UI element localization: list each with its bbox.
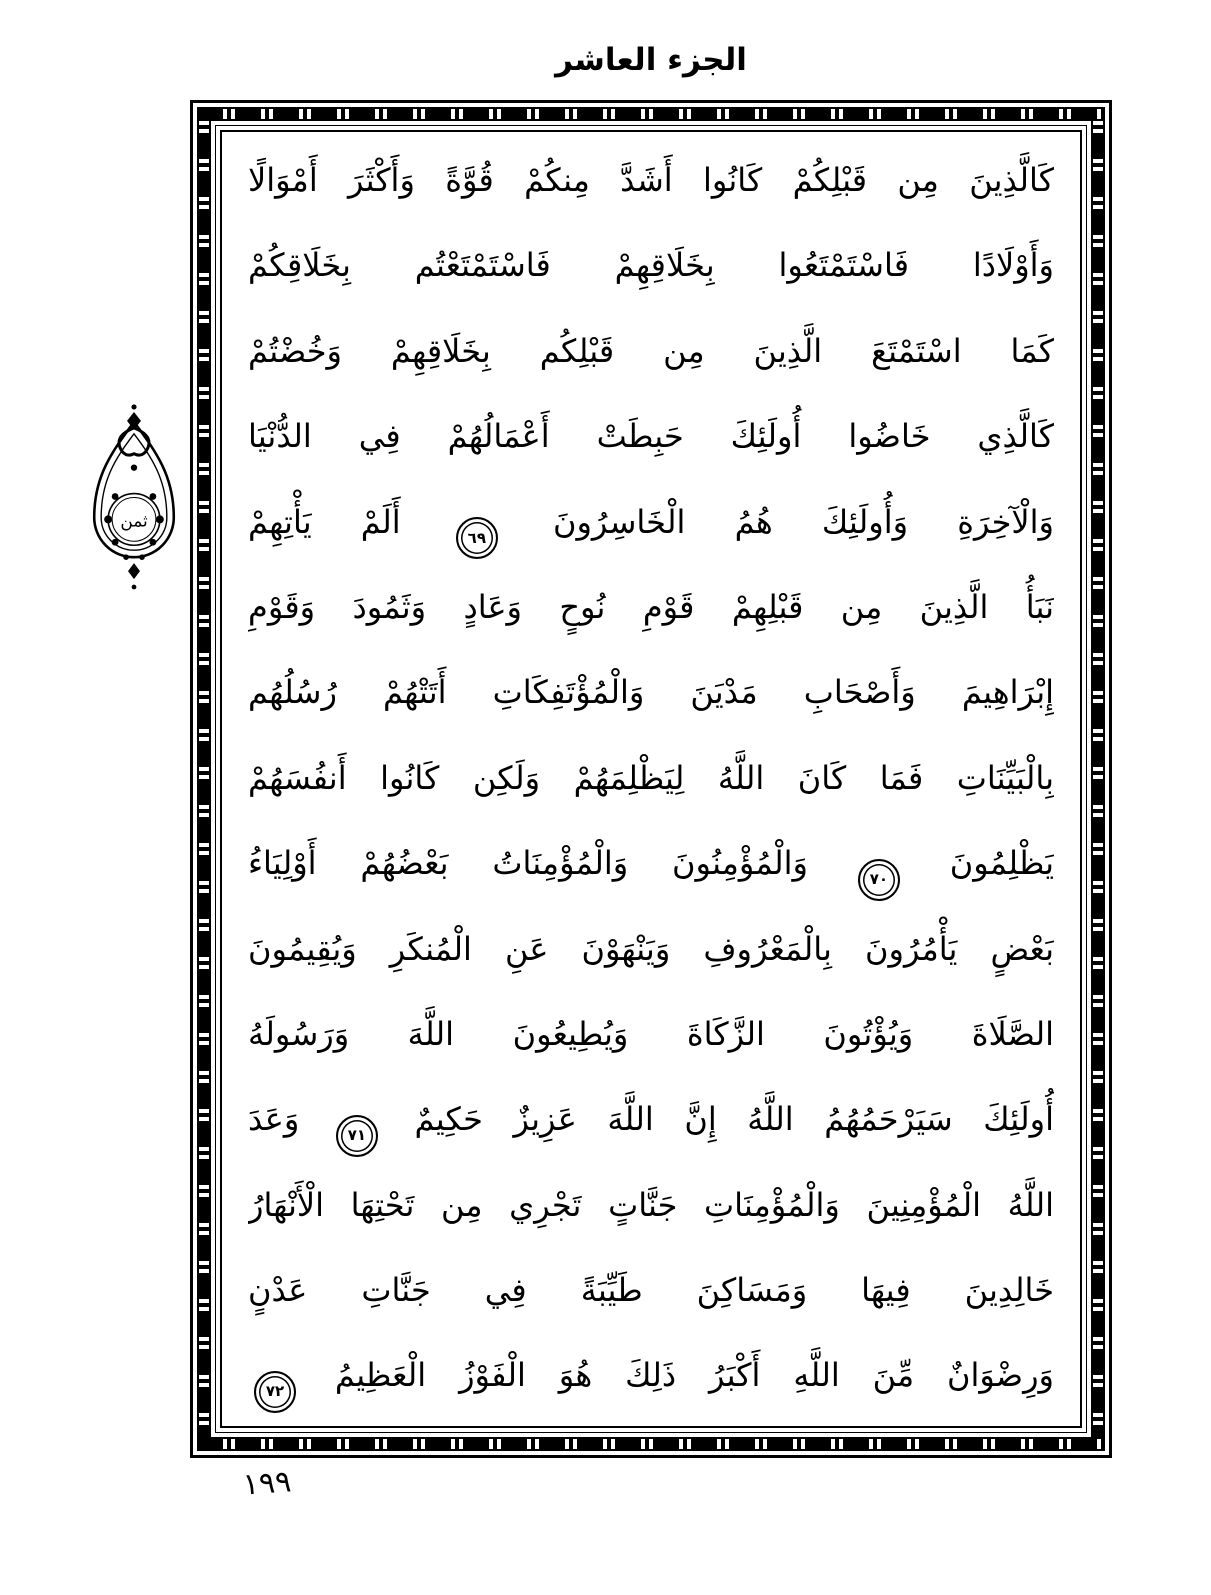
quran-line: [248, 138, 1054, 223]
quran-line: [248, 480, 1054, 565]
ornament-label: ثمن: [120, 510, 148, 531]
ayah-text: يَظْلِمُونَ: [949, 844, 1054, 883]
ayah-text: وَعَدَ: [248, 1100, 300, 1139]
ayah-text: وَالْآخِرَةِ وَأُولَئِكَ هُمُ الْخَاسِرُونَ: [552, 502, 1054, 541]
ayah-text: أَلَمْ يَأْتِهِمْ: [248, 502, 401, 541]
quran-line: [248, 821, 1054, 906]
frame-border-left: [197, 107, 211, 1451]
ayah-number-marker: ٧٢: [254, 1371, 296, 1413]
ayah-number-marker: ٧٠: [858, 859, 900, 901]
quran-line: [248, 223, 1054, 308]
inner-rule-frame: [215, 125, 1087, 1433]
ayah-text: كَمَا اسْتَمْتَعَ الَّذِينَ مِن قَبْلِكُم بِخَلَاقِهِمْ وَخُضْتُمْ: [248, 331, 1054, 370]
ayah-text: وَرِضْوَانٌ مِّنَ اللَّهِ أَكْبَرُ ذَلِكَ هُوَ الْفَوْزُ الْعَظِيمُ: [334, 1356, 1054, 1395]
ayah-text: بِالْبَيِّنَاتِ فَمَا كَانَ اللَّهُ لِيَظْلِمَهُمْ وَلَكِن كَانُوا أَنفُسَهُمْ: [248, 758, 1054, 797]
page-number: ١٩٩: [241, 1464, 293, 1503]
ayah-text: كَالَّذِينَ مِن قَبْلِكُمْ كَانُوا أَشَدَّ مِنكُمْ قُوَّةً وَأَكْثَرَ أَمْوَالًا: [248, 161, 1054, 199]
frame-border-right: [1091, 107, 1105, 1451]
frame-border-bottom: [197, 1437, 1105, 1451]
ayah-text: خَالِدِينَ فِيهَا وَمَسَاكِنَ طَيِّبَةً فِي جَنَّاتِ عَدْنٍ: [248, 1271, 1054, 1310]
quran-line: [248, 565, 1054, 650]
juz-title: الجزء العاشر: [555, 42, 747, 78]
medallion-drawing: [84, 402, 184, 596]
frame-border-top: [197, 107, 1105, 121]
quran-text-block: [248, 138, 1054, 1420]
text-area-frame: [220, 130, 1082, 1428]
ayah-text: الصَّلَاةَ وَيُؤْتُونَ الزَّكَاةَ وَيُطِيعُونَ اللَّهَ وَرَسُولَهُ: [248, 1014, 1054, 1053]
quran-line: [248, 992, 1054, 1077]
quran-line: [248, 1333, 1054, 1418]
ayah-text: نَبَأُ الَّذِينَ مِن قَبْلِهِمْ قَوْمِ نُوحٍ وَعَادٍ وَثَمُودَ وَقَوْمِ: [248, 587, 1054, 626]
quran-line: [248, 1077, 1054, 1162]
ayah-text: وَأَوْلَادًا فَاسْتَمْتَعُوا بِخَلَاقِهِمْ فَاسْتَمْتَعْتُم بِخَلَاقِكُمْ: [248, 246, 1054, 285]
quran-line: [248, 1163, 1054, 1248]
quran-line: [248, 907, 1054, 992]
ayah-text: أُولَئِكَ سَيَرْحَمُهُمُ اللَّهُ إِنَّ اللَّهَ عَزِيزٌ حَكِيمٌ: [414, 1100, 1054, 1139]
ayah-text: كَالَّذِي خَاضُوا أُولَئِكَ حَبِطَتْ أَعْمَالُهُمْ فِي الدُّنْيَا: [248, 417, 1054, 456]
chain-border: [197, 107, 1105, 1451]
hizb-medallion-ornament: [84, 402, 184, 596]
quran-line: [248, 309, 1054, 394]
ayah-text: وَالْمُؤْمِنُونَ وَالْمُؤْمِنَاتُ بَعْضُهُمْ أَوْلِيَاءُ: [248, 844, 809, 883]
ayah-number-marker: ٧١: [336, 1115, 378, 1157]
quran-line: [248, 650, 1054, 735]
page-frame: [190, 100, 1112, 1458]
ayah-text: بَعْضٍ يَأْمُرُونَ بِالْمَعْرُوفِ وَيَنْهَوْنَ عَنِ الْمُنكَرِ وَيُقِيمُونَ: [248, 929, 1054, 968]
quran-line: [248, 736, 1054, 821]
ayah-number-marker: ٦٩: [456, 517, 498, 559]
quran-line: [248, 1248, 1054, 1333]
ayah-text: اللَّهُ الْمُؤْمِنِينَ وَالْمُؤْمِنَاتِ جَنَّاتٍ تَجْرِي مِن تَحْتِهَا الْأَنْهَارُ: [248, 1185, 1054, 1224]
quran-line: [248, 394, 1054, 479]
ayah-text: إِبْرَاهِيمَ وَأَصْحَابِ مَدْيَنَ وَالْمُؤْتَفِكَاتِ أَتَتْهُمْ رُسُلُهُم: [248, 673, 1054, 712]
